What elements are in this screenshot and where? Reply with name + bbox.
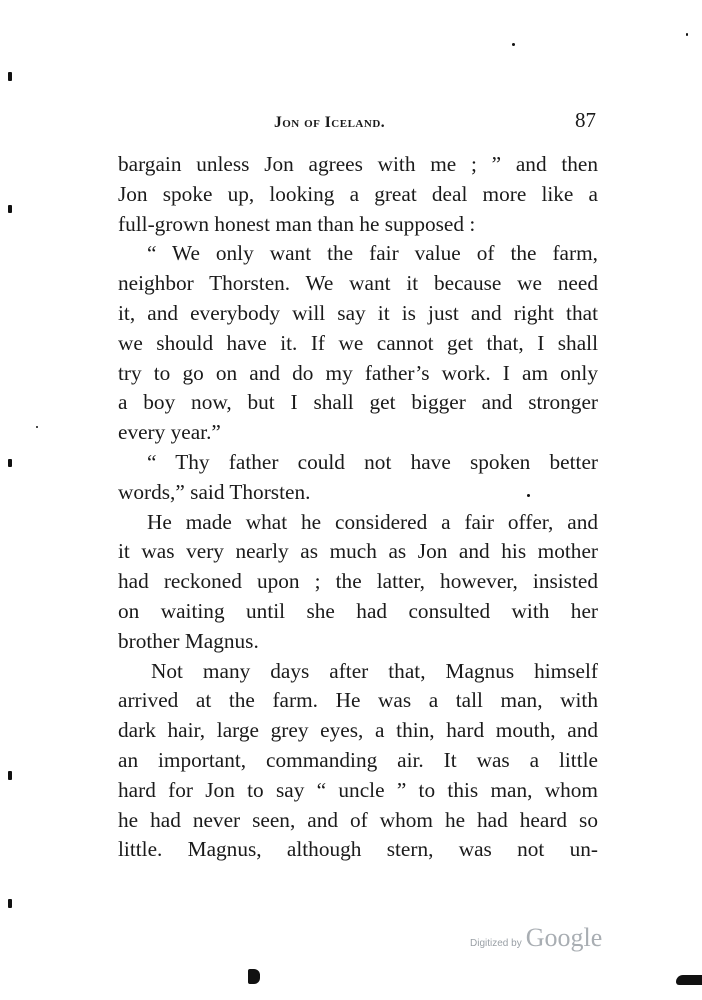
text-line: brother Magnus. xyxy=(118,628,259,653)
scan-speck xyxy=(248,969,260,984)
text-line: we should have it. If we cannot get that, I shall xyxy=(118,330,598,355)
digitized-by-google-watermark xyxy=(470,923,602,953)
scan-speck xyxy=(8,205,12,213)
text-line: Jon spoke up, looking a great deal more like a xyxy=(118,181,598,206)
scan-speck xyxy=(8,899,12,908)
scan-speck xyxy=(8,459,12,467)
scan-speck xyxy=(527,494,530,497)
text-line: bargain unless Jon agrees with me ; ” and then xyxy=(118,152,598,176)
text-line: “ Thy father could not have spoken better xyxy=(147,449,598,474)
text-line: neighbor Thorsten. We want it because we need xyxy=(118,271,598,296)
scan-speck xyxy=(8,72,12,81)
scan-speck xyxy=(686,33,688,36)
scan-speck xyxy=(8,771,12,780)
text-line: hard for Jon to say “ uncle ” to this man, whom xyxy=(118,777,598,802)
body-text xyxy=(118,150,598,865)
text-line: it, and everybody will say it is just and right that xyxy=(118,300,598,325)
scan-speck xyxy=(512,43,515,46)
text-line: He made what he considered a fair offer, and xyxy=(147,509,598,534)
scan-speck xyxy=(676,975,702,985)
text-line: arrived at the farm. He was a tall man, with xyxy=(118,688,598,713)
google-logo: Google xyxy=(525,923,603,952)
running-title: Jon of Iceland. xyxy=(274,114,386,131)
watermark-small-text: Digitized by xyxy=(470,938,522,949)
text-line: full-grown honest man than he supposed : xyxy=(118,211,476,236)
text-line: it was very nearly as much as Jon and his mother xyxy=(118,539,598,564)
text-line: an important, commanding air. It was a little xyxy=(118,747,598,772)
page-header xyxy=(118,108,598,138)
text-line: dark hair, large grey eyes, a thin, hard mouth, and xyxy=(118,718,598,743)
text-line: every year.” xyxy=(118,420,221,445)
text-line: a boy now, but I shall get bigger and stronger xyxy=(118,390,598,415)
text-line: on waiting until she had consulted with her xyxy=(118,598,598,623)
text-line: had reckoned upon ; the latter, however, insisted xyxy=(118,569,598,594)
page-number: 87 xyxy=(575,108,596,132)
text-line: Not many days after that, Magnus himself xyxy=(151,658,598,683)
text-line: he had never seen, and of whom he had heard so xyxy=(118,807,598,832)
text-line: little. Magnus, although stern, was not un- xyxy=(118,837,598,862)
scan-speck xyxy=(36,426,38,428)
text-line: “ We only want the fair value of the farm, xyxy=(147,241,598,266)
text-line: try to go on and do my father’s work. I am only xyxy=(118,360,598,385)
text-line: words,” said Thorsten. xyxy=(118,479,311,504)
